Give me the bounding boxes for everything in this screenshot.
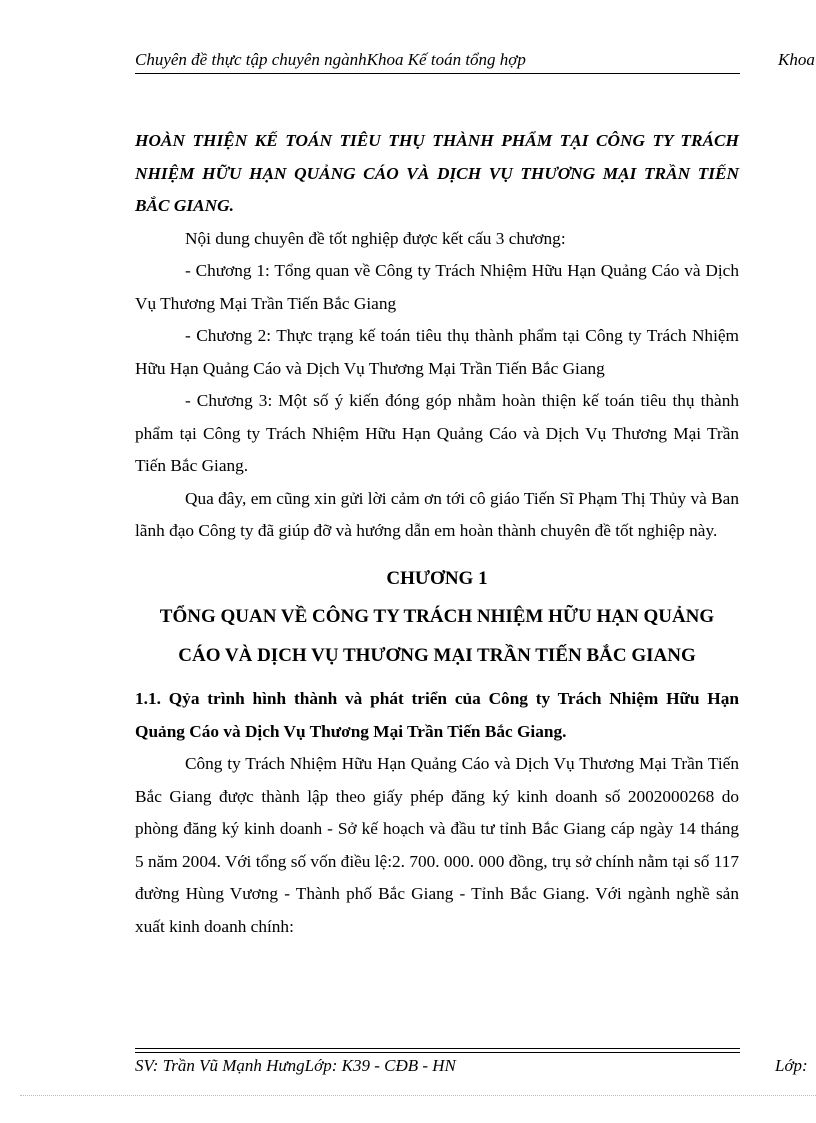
document-body <box>135 125 739 943</box>
document-title: HOÀN THIỆN KẾ TOÁN TIÊU THỤ THÀNH PHẨM TẠI CÔNG TY TRÁCH NHIỆM HỮU HẠN QUẢNG CÁO VÀ DỊCH VỤ THƯƠNG MẠI TRẦN TIẾN BẮC GIANG. <box>135 131 739 215</box>
paragraph-chapter-1: - Chương 1: Tổng quan về Công ty Trách Nhiệm Hữu Hạn Quảng Cáo và Dịch Vụ Thương Mại Trần Tiến Bắc Giang <box>135 261 739 313</box>
paragraph-structure: Nội dung chuyên đề tốt nghiệp được kết cấu 3 chương: <box>185 228 566 248</box>
page-footer-right: Lớp: <box>775 1056 808 1075</box>
page-footer-left: SV: Trần Vũ Mạnh HưngLớp: K39 - CĐB - HN <box>135 1056 456 1075</box>
chapter-title: TỔNG QUAN VỀ CÔNG TY TRÁCH NHIỆM HỮU HẠN QUẢNG CÁO VÀ DỊCH VỤ THƯƠNG MẠI TRẦN TIẾN BẮC GIANG <box>159 606 715 666</box>
section-heading: 1.1. Qỷa trình hình thành và phát triển của Công ty Trách Nhiệm Hữu Hạn Quảng Cáo và Dịch Vụ Thương Mại Trần Tiến Bắc Giang. <box>135 689 739 741</box>
chapter-label: CHƯƠNG 1 <box>386 567 488 589</box>
paragraph-chapter-2: - Chương 2: Thực trạng kế toán tiêu thụ thành phẩm tại Công ty Trách Nhiệm Hữu Hạn Quảng Cáo và Dịch Vụ Thương Mại Trần Tiến Bắc Giang <box>135 326 739 378</box>
page-header-right: Khoa <box>778 50 815 69</box>
page-header-left: Chuyên đề thực tập chuyên ngànhKhoa Kế toán tổng hợp <box>135 50 740 74</box>
paragraph-chapter-3: - Chương 3: Một số ý kiến đóng góp nhằm hoàn thiện kế toán tiêu thụ thành phẩm tại Công ty Trách Nhiệm Hữu Hạn Quảng Cáo và Dịch Vụ Thương Mại Trần Tiến Bắc Giang. <box>135 391 739 475</box>
section-paragraph: Công ty Trách Nhiệm Hữu Hạn Quảng Cáo và Dịch Vụ Thương Mại Trần Tiến Bắc Giang được thành lập theo giấy phép đăng ký kinh doanh số 2002000268 do phòng đăng ký kinh doanh - Sở kế hoạch và đầu tư tỉnh Bắc Giang cáp ngày 14 tháng 5 năm 2004. Với tổng số vốn điều lệ:2. 700. 000. 000 đồng, trụ sở chính nằm tại số 117 đường Hùng Vương - Thành phố Bắc Giang - Tỉnh Bắc Giang. Với ngành nghề sản xuất kinh doanh chính: <box>135 754 739 936</box>
paragraph-thanks: Qua đây, em cũng xin gửi lời cảm ơn tới cô giáo Tiến Sĩ Phạm Thị Thủy và Ban lãnh đạo Công ty đã giúp đỡ và hướng dẫn em hoàn thành chuyên đề tốt nghiệp này. <box>135 488 739 540</box>
chapter-heading <box>135 560 739 676</box>
page-bottom-dotted-line <box>20 1095 816 1096</box>
footer-double-rule <box>135 1048 740 1053</box>
